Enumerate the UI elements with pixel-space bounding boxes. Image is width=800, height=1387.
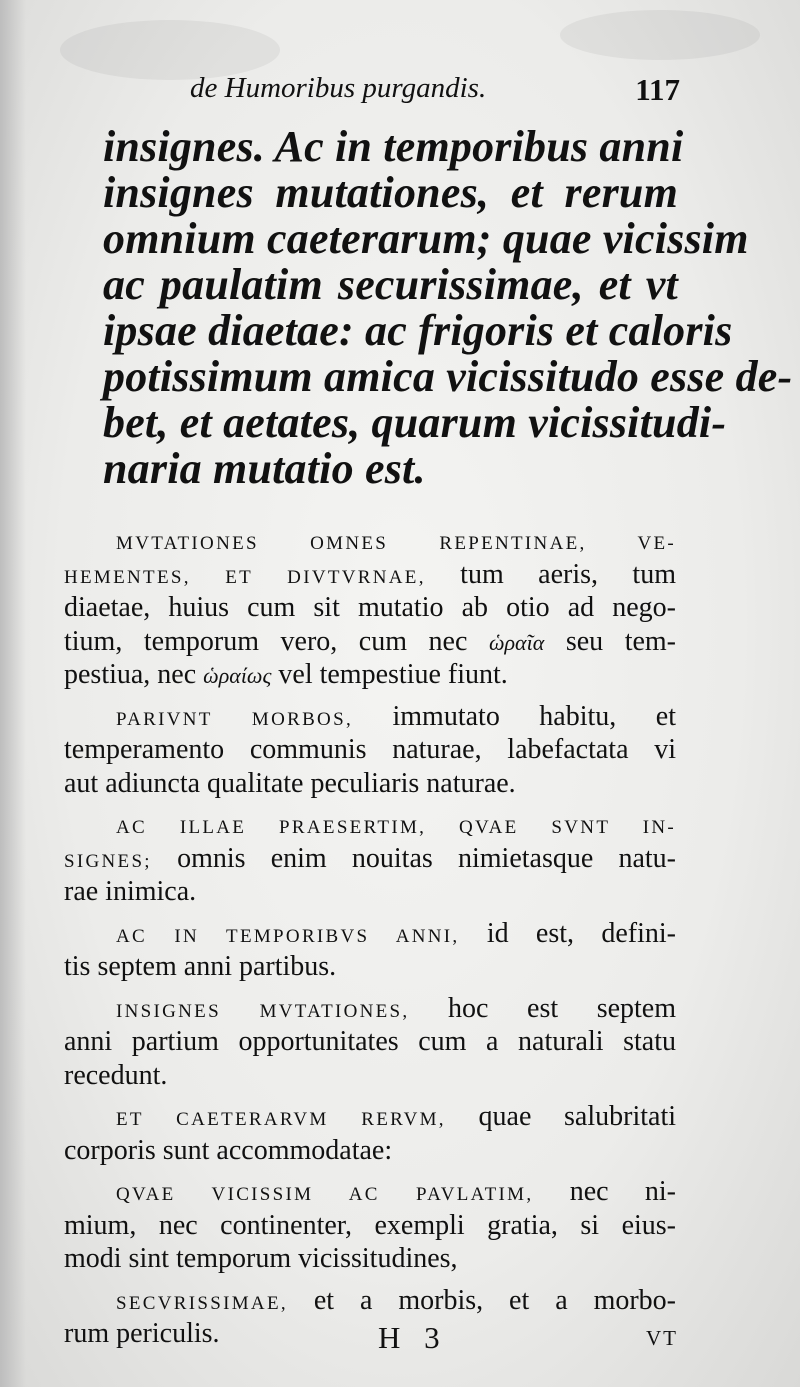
commentary-paragraph: [64, 992, 676, 1093]
commentary-text: id est, defini-: [459, 917, 676, 949]
lemma: ET CAETERARVM RERVM,: [116, 1109, 446, 1130]
commentary-line: [64, 842, 676, 876]
aphorism-line: ac paulatim securissimae, et vt: [103, 260, 678, 309]
commentary-line: [64, 808, 676, 842]
greek-word: ὡραίως: [203, 663, 272, 688]
commentary-paragraph: [64, 808, 676, 909]
commentary-paragraph: [64, 917, 676, 984]
lemma: QVAE VICISSIM AC PAVLATIM,: [116, 1184, 534, 1205]
greek-word: ὡραῖα: [488, 629, 545, 655]
commentary-line: modi sint temporum vicissitudines,: [64, 1243, 458, 1274]
paper-smudge: [60, 20, 280, 80]
page-footer: [378, 1320, 678, 1360]
aphorism-line: ipsae diaetae: ac frigoris et caloris: [103, 306, 733, 355]
running-head: de Humoribus purgandis.: [190, 72, 487, 104]
aphorism-text: [103, 122, 793, 493]
commentary-line: recedunt.: [64, 1059, 168, 1091]
catchword: VT: [646, 1326, 678, 1350]
commentary-line: mium, nec continenter, exempli gratia, si eius-: [64, 1209, 676, 1241]
commentary-text: immutato habitu, et: [353, 700, 676, 732]
commentary-line: [64, 1100, 676, 1134]
commentary-paragraph: [64, 1175, 676, 1276]
commentary-line: rae inimica.: [64, 876, 197, 907]
commentary-text: et a morbis, et a morbo-: [287, 1284, 676, 1316]
commentary-line: temperamento communis naturae, labefactata vi: [64, 734, 676, 765]
aphorism-line: insignes. Ac in temporibus anni: [103, 122, 684, 171]
lemma: SIGNES;: [64, 850, 152, 872]
commentary-text: pestiua, nec: [64, 659, 204, 690]
lemma: AC IN TEMPORIBVS ANNI,: [116, 925, 460, 947]
commentary-text: tium, temporum vero, cum nec: [64, 625, 489, 657]
commentary-text: vel tempestiue fiunt.: [271, 659, 508, 690]
commentary-line: [64, 700, 676, 734]
commentary-line: [64, 625, 676, 659]
commentary-line: corporis sunt accommodatae:: [64, 1134, 393, 1166]
commentary-line: rum periculis.: [64, 1318, 220, 1349]
commentary-line: [64, 524, 676, 558]
commentary-line: tis septem anni partibus.: [64, 951, 337, 982]
lemma: PARIVNT MORBOS,: [116, 708, 353, 730]
commentary-line: diaetae, huius cum sit mutatio ab otio ad nego-: [64, 592, 676, 623]
lemma: SECVRISSIMAE,: [116, 1292, 288, 1314]
aphorism-line: potissimum amica vicissitudo esse de-: [103, 352, 793, 401]
commentary-paragraph: [64, 700, 676, 801]
lemma: INSIGNES MVTATIONES,: [116, 1000, 410, 1022]
commentary-paragraph: [64, 524, 676, 692]
commentary-text: nec ni-: [533, 1176, 676, 1207]
commentary-paragraph: [64, 1100, 676, 1167]
paper-smudge: [560, 10, 760, 60]
aphorism-line: naria mutatio est.: [103, 444, 426, 493]
page-header: [190, 72, 680, 112]
commentary-text: omnis enim nouitas nimietasque natu-: [151, 842, 676, 874]
commentary-line: [64, 917, 676, 951]
commentary-text: seu tem-: [544, 625, 677, 657]
aphorism-line: omnium caeterarum; quae vicissim: [103, 214, 749, 263]
aphorism-line: insignes mutationes, et rerum: [103, 168, 678, 217]
commentary-line: [64, 1175, 676, 1209]
lemma: HEMENTES, ET DIVTVRNAE,: [64, 566, 426, 588]
commentary: [64, 524, 676, 1359]
commentary-line: aut adiuncta qualitate peculiaris naturae.: [64, 767, 516, 799]
aphorism-line: bet, et aetates, quarum vicissitudi-: [103, 398, 727, 447]
lemma: AC ILLAE PRAESERTIM, QVAE SVNT IN-: [116, 817, 676, 838]
page-number: 117: [635, 72, 680, 107]
commentary-text: hoc est septem: [409, 992, 677, 1024]
commentary-text: quae salubritati: [445, 1101, 676, 1132]
commentary-line: [64, 558, 676, 592]
commentary-text: tum aeris, tum: [425, 558, 676, 590]
commentary-line: [64, 658, 676, 692]
signature-mark: H 3: [378, 1320, 448, 1355]
lemma: MVTATIONES OMNES REPENTINAE, VE-: [116, 533, 676, 554]
commentary-line: anni partium opportunitates cum a naturali statu: [64, 1026, 676, 1057]
commentary-line: [64, 992, 676, 1026]
commentary-line: [64, 1284, 676, 1318]
